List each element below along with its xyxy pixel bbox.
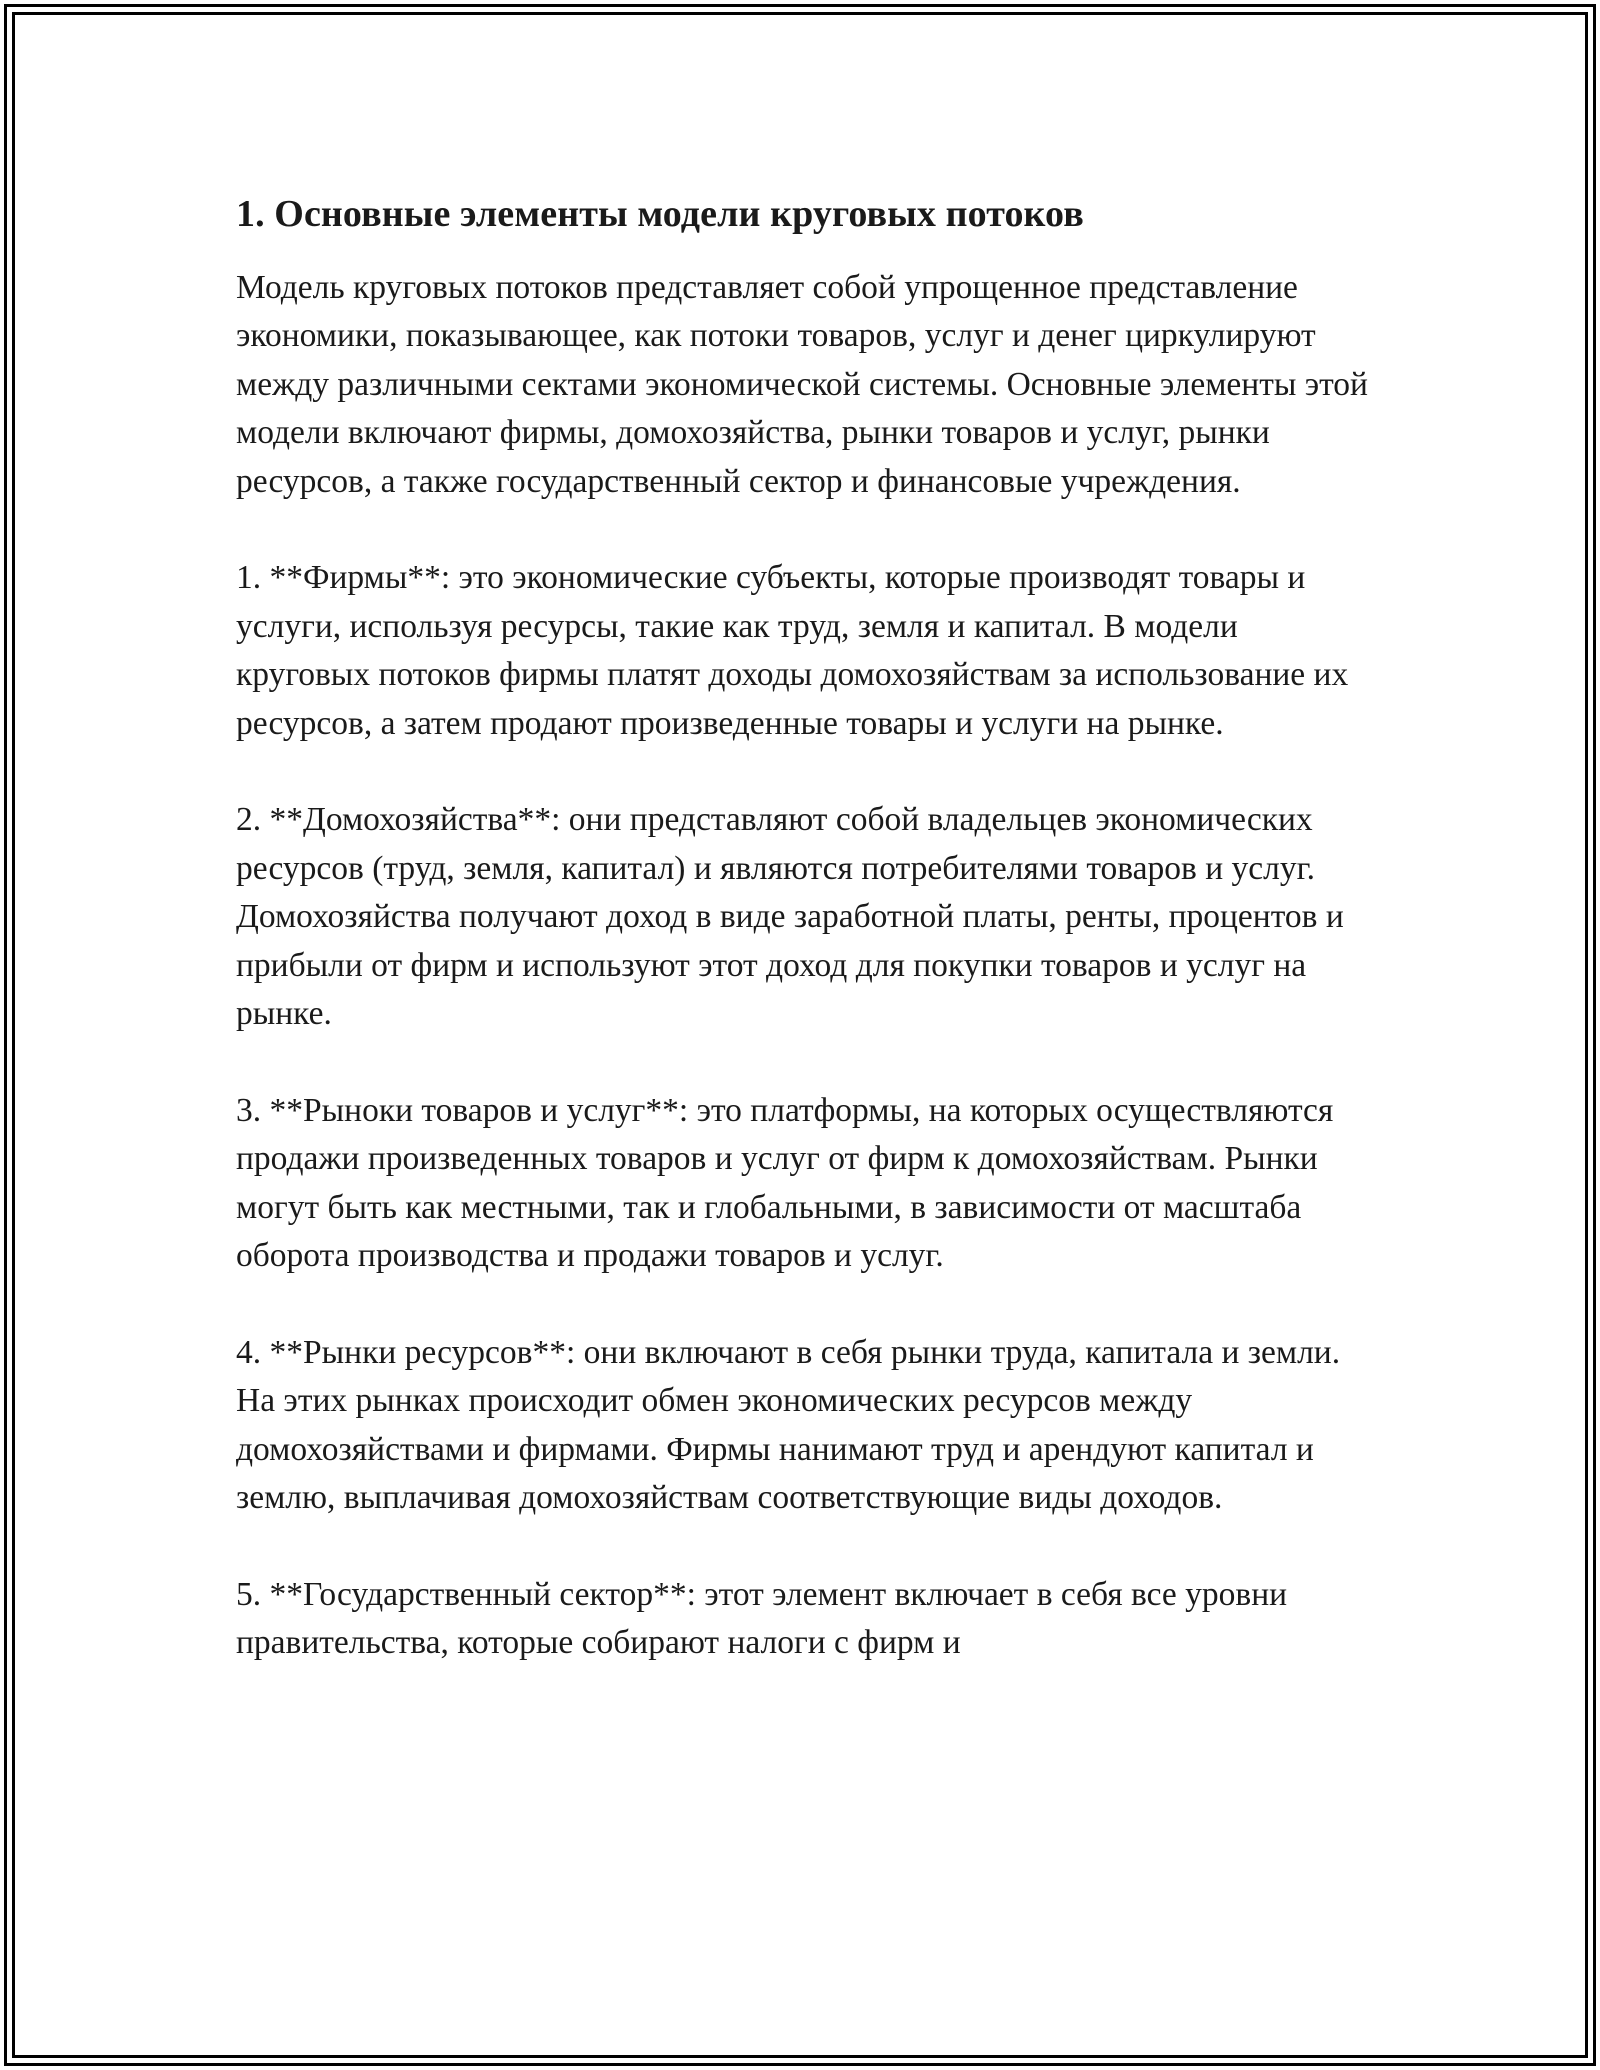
- paragraph-resource-markets: 4. **Рынки ресурсов**: они включают в себя рынки труда, капитала и земли. На этих рынках происходит обмен экономических ресурсов между домохозяйствами и фирмами. Фирмы нанимают труд и арендуют капитал и землю, выплачивая домохозяйствам соответствующие виды доходов.: [236, 1333, 1341, 1517]
- paragraph-goods-markets: 3. **Рыноки товаров и услуг**: это платформы, на которых осуществляются продажи произведенных товаров и услуг от фирм к домохозяйствам. Рынки могут быть как местными, так и глобальными, в зависимости от масштаба оборота производства и продажи товаров и услуг.: [236, 1091, 1334, 1275]
- document-body: [236, 186, 1376, 1716]
- paragraph-households: 2. **Домохозяйства**: они представляют собой владельцев экономических ресурсов (труд, земля, капитал) и являются потребителями товаров и услуг. Домохозяйства получают доход в виде заработной платы, ренты, процентов и прибыли от фирм и используют этот доход для покупки товаров и услуг на рынке.: [236, 801, 1344, 1033]
- paragraph-government-sector: 5. **Государственный сектор**: этот элемент включает в себя все уровни правительства, которые собирают налоги с фирм и: [236, 1575, 1288, 1662]
- paragraph-firms: 1. **Фирмы**: это экономические субъекты, которые производят товары и услуги, используя ресурсы, такие как труд, земля и капитал. В модели круговых потоков фирмы платят доходы домохозяйствам за использование их ресурсов, а затем продают произведенные товары и услуги на рынке.: [236, 559, 1349, 742]
- section-heading: 1. Основные элементы модели круговых потоков: [236, 193, 1084, 235]
- intro-paragraph: Модель круговых потоков представляет собой упрощенное представление экономики, показывающее, как потоки товаров, услуг и денег циркулируют между различными сектами экономической системы. Основные элементы этой модели включают фирмы, домохозяйства, рынки товаров и услуг, рынки ресурсов, а также государственный сектор и финансовые учреждения.: [236, 269, 1368, 500]
